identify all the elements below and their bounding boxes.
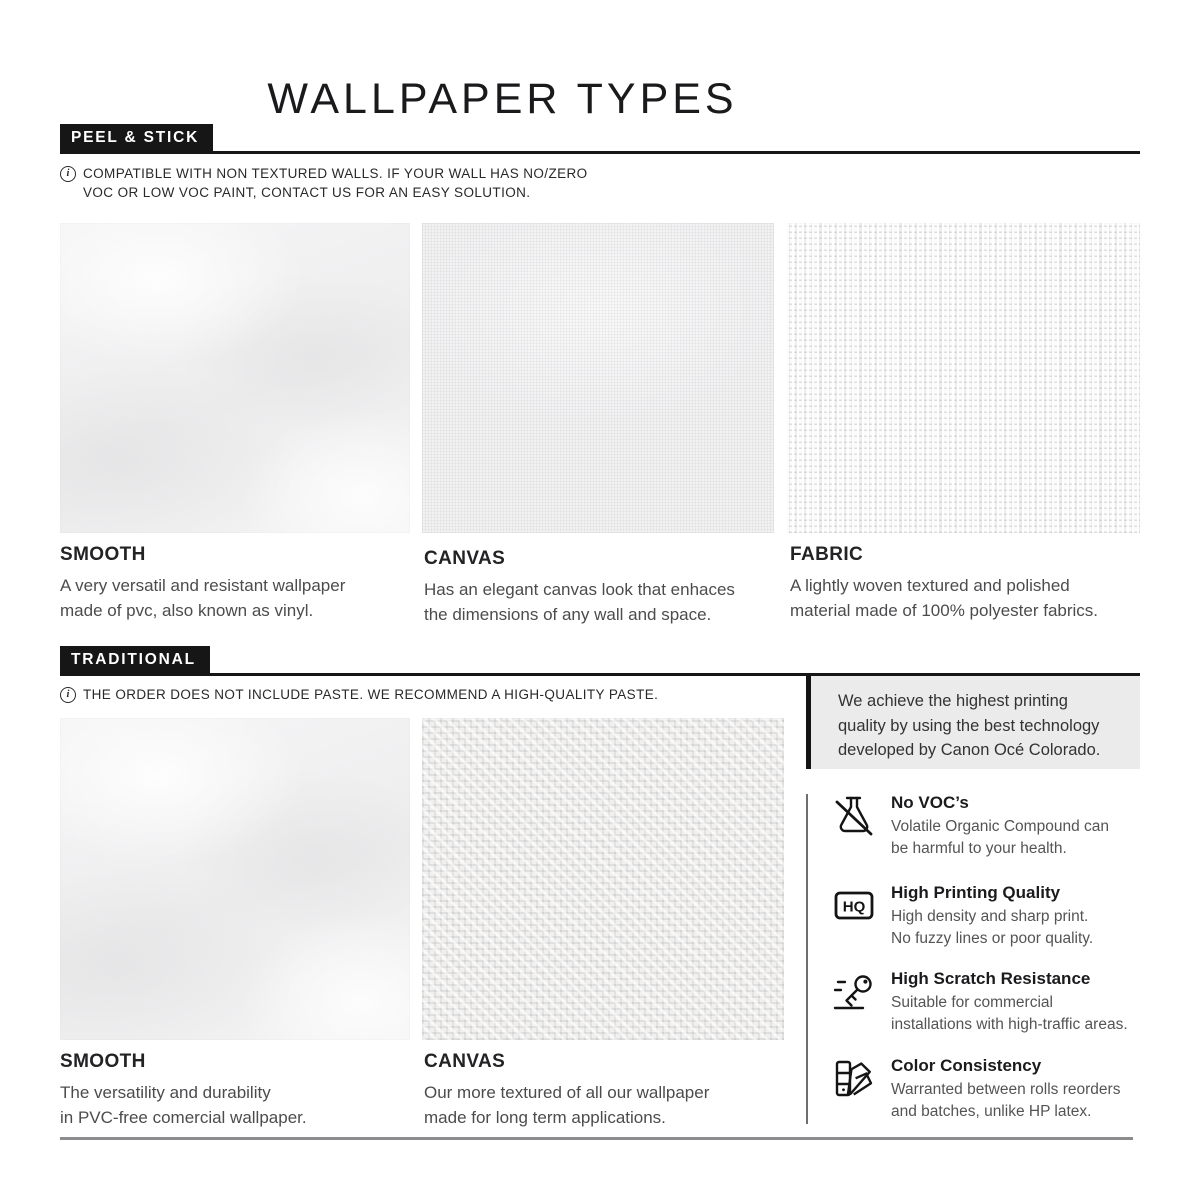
feature-desc-line: High density and sharp print. [891, 908, 1089, 925]
info-note-peel-stick [60, 165, 588, 202]
swatch-title: CANVAS [424, 548, 506, 569]
feature-description [891, 992, 1128, 1035]
features-vertical-rule [806, 794, 808, 1124]
feature-text [891, 969, 1128, 1035]
feature-description [891, 816, 1109, 859]
feature-high-printing-quality [832, 883, 1152, 949]
caption-canvas-traditional [424, 1051, 784, 1130]
section-tag-peel-stick: PEEL & STICK [60, 124, 213, 151]
no-voc-icon [832, 793, 876, 837]
feature-text [891, 793, 1109, 859]
feature-desc-line: Volatile Organic Compound can [891, 818, 1109, 835]
hq-icon-label: HQ [842, 898, 866, 916]
page-title: WALLPAPER TYPES [267, 74, 738, 123]
color-consistency-icon [832, 1056, 876, 1100]
info-icon: i [60, 687, 76, 703]
feature-desc-line: No fuzzy lines or poor quality. [891, 929, 1094, 947]
info-note-line1: COMPATIBLE WITH NON TEXTURED WALLS. IF YOUR WALL HAS NO/ZERO [83, 166, 588, 181]
info-note-traditional [60, 686, 658, 705]
feature-title: High Scratch Resistance [891, 969, 1091, 988]
swatch-title: SMOOTH [60, 1051, 146, 1072]
feature-no-voc [832, 793, 1152, 859]
feature-text [891, 883, 1093, 949]
feature-title: No VOC’s [891, 793, 969, 812]
swatch-description [424, 1080, 784, 1130]
swatch-texture-canvas-peel-stick [422, 223, 774, 533]
quote-line3: developed by Canon Océ Colorado. [838, 741, 1101, 759]
section-tag-traditional: TRADITIONAL [60, 646, 210, 673]
feature-desc-line: installations with high-traffic areas. [891, 1015, 1128, 1033]
swatch-description [60, 1080, 420, 1130]
info-note-line1: THE ORDER DOES NOT INCLUDE PASTE. WE RECOMMEND A HIGH-QUALITY PASTE. [83, 687, 659, 702]
bottom-divider [60, 1137, 1133, 1140]
feature-description [891, 906, 1093, 949]
swatch-title: SMOOTH [60, 544, 146, 565]
swatch-desc-line: made of pvc, also known as vinyl. [60, 601, 314, 620]
swatch-description [60, 573, 420, 623]
feature-desc-line: and batches, unlike HP latex. [891, 1102, 1092, 1120]
info-icon: i [60, 166, 76, 182]
swatch-desc-line: Has an elegant canvas look that enhaces [424, 580, 735, 599]
swatch-desc-line: The versatility and durability [60, 1083, 271, 1102]
swatch-desc-line: Our more textured of all our wallpaper [424, 1083, 710, 1102]
printing-quality-quote [811, 676, 1140, 769]
swatch-texture-smooth-peel-stick [60, 223, 410, 533]
swatch-desc-line: A very versatil and resistant wallpaper [60, 576, 346, 595]
quote-line1: We achieve the highest printing [838, 692, 1068, 710]
swatch-texture-smooth-traditional [60, 718, 410, 1040]
swatch-description [424, 577, 784, 627]
quote-line2: quality by using the best technology [838, 716, 1100, 735]
feature-high-scratch-resistance [832, 969, 1152, 1035]
section-header-traditional [60, 646, 1140, 676]
swatch-title: CANVAS [424, 1051, 506, 1072]
caption-canvas-peel-stick [424, 548, 784, 627]
feature-color-consistency [832, 1056, 1152, 1122]
swatch-desc-line: made for long term applications. [424, 1108, 666, 1127]
high-quality-icon [832, 883, 876, 927]
swatch-title: FABRIC [790, 544, 864, 565]
swatch-desc-line: in PVC-free comercial wallpaper. [60, 1108, 307, 1127]
feature-title: Color Consistency [891, 1056, 1042, 1075]
info-note-text [83, 686, 658, 705]
swatch-desc-line: the dimensions of any wall and space. [424, 605, 712, 624]
feature-text [891, 1056, 1120, 1122]
feature-desc-line: Warranted between rolls reorders [891, 1081, 1121, 1098]
info-note-text [83, 165, 588, 202]
scratch-resistance-icon [832, 969, 876, 1013]
swatch-desc-line: material made of 100% polyester fabrics. [790, 601, 1099, 620]
feature-title: High Printing Quality [891, 883, 1061, 902]
swatch-desc-line: A lightly woven textured and polished [790, 576, 1070, 595]
feature-desc-line: be harmful to your health. [891, 839, 1067, 857]
swatch-description [790, 573, 1150, 623]
section-header-peel-stick [60, 124, 1140, 154]
caption-smooth-peel-stick [60, 544, 420, 623]
swatch-texture-canvas-traditional [422, 718, 784, 1040]
feature-description [891, 1079, 1120, 1122]
swatch-texture-fabric-peel-stick [787, 223, 1140, 533]
feature-desc-line: Suitable for commercial [891, 994, 1053, 1011]
caption-fabric-peel-stick [790, 544, 1150, 623]
caption-smooth-traditional [60, 1051, 420, 1130]
info-note-line2: VOC OR LOW VOC PAINT, CONTACT US FOR AN EASY SOLUTION. [83, 184, 531, 200]
